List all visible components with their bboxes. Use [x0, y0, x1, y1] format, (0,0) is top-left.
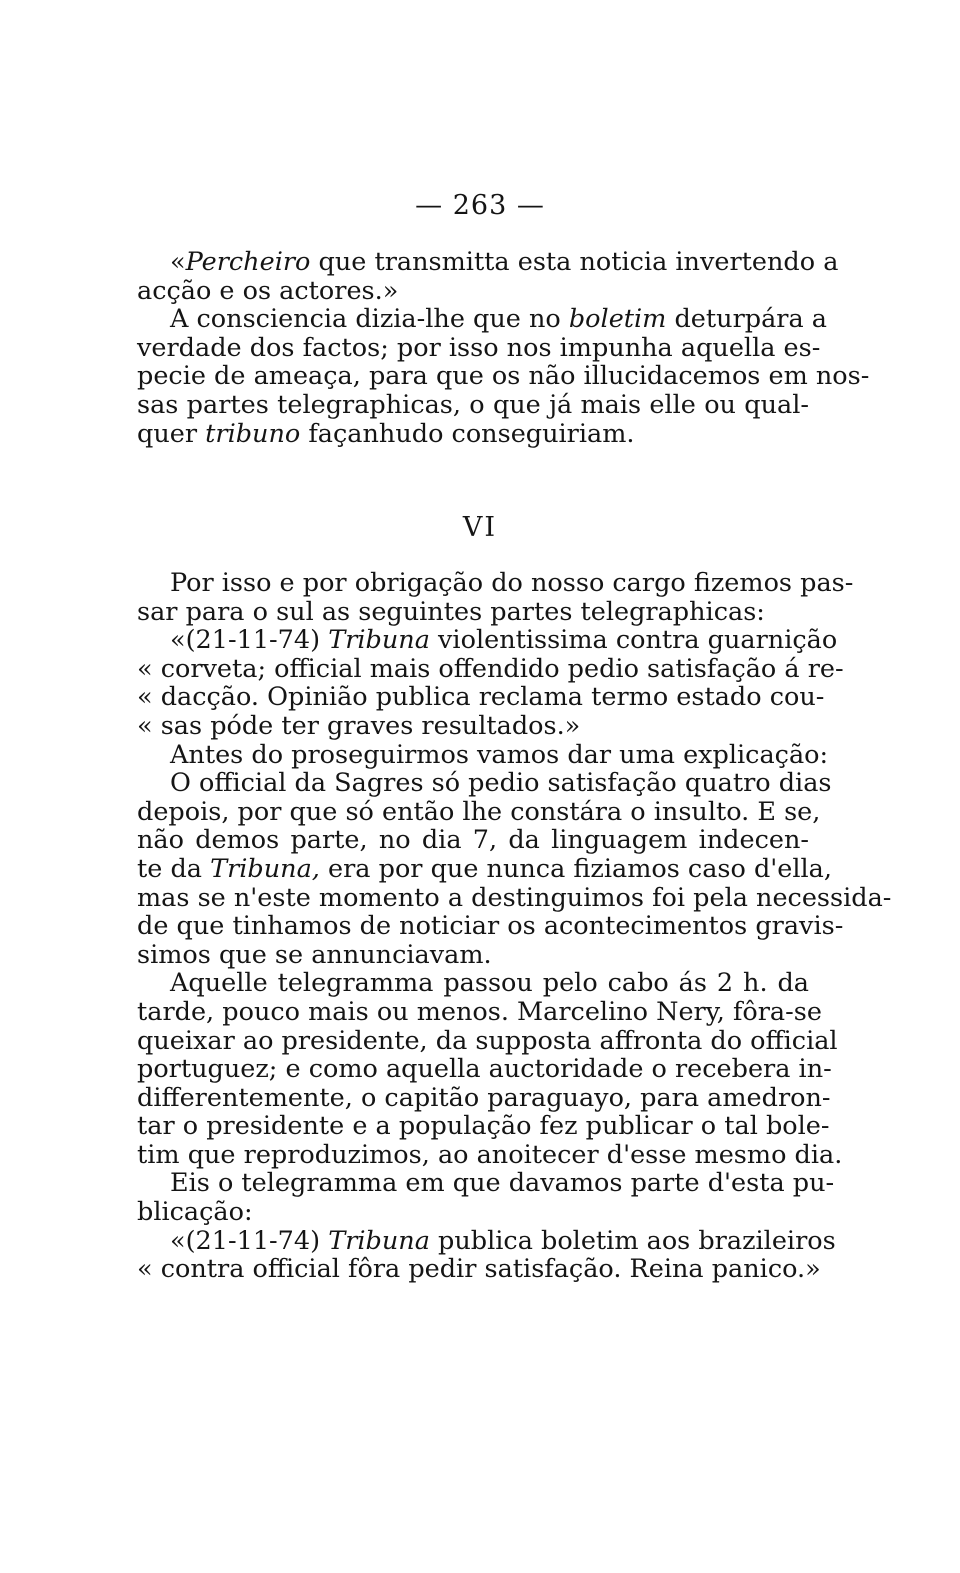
text-line: Eis o telegramma em que davamos parte d'esta pu- [170, 1168, 835, 1199]
page-number: — 263 — [415, 190, 545, 221]
text-run: te da [137, 853, 211, 884]
text-run: que transmitta esta noticia invertendo a [310, 247, 839, 277]
text-line: Antes do proseguirmos vamos dar uma explicação: [170, 739, 829, 770]
text-line [137, 247, 839, 277]
text-line: mas se n'este momento a destinguimos foi pela necessida- [137, 882, 892, 913]
italic-text: tribuno [205, 418, 301, 449]
text-line: sas partes telegraphicas, o que já mais elle ou qual- [137, 389, 809, 420]
section-heading: VI [462, 512, 498, 543]
italic-text: Tribuna, [210, 853, 320, 884]
text-line: queixar ao presidente, da supposta affronta do official [137, 1025, 838, 1056]
text-line: de que tinhamos de noticiar os acontecimentos gravis- [137, 911, 844, 942]
text-line [137, 853, 832, 884]
text-line: tar o presidente e a população fez publicar o tal bole- [137, 1111, 830, 1142]
text-line: « corveta; official mais offendido pedio satisfação á re- [137, 653, 844, 684]
text-line: « contra official fôra pedir satisfação. Reina panico.» [137, 1254, 821, 1285]
paragraph-block-1 [137, 247, 870, 449]
text-run: «(21-11-74) [170, 1225, 329, 1256]
text-line: acção e os actores.» [137, 275, 399, 306]
text-line: « sas póde ter graves resultados.» [137, 710, 581, 741]
text-run: façanhudo conseguiriam. [300, 418, 635, 449]
italic-text: Tribuna [328, 1225, 430, 1256]
paragraph-block-2 [137, 568, 892, 1285]
text-line: sar para o sul as seguintes partes telegraphicas: [137, 596, 765, 627]
text-line: O official da Sagres só pedio satisfação quatro dias [170, 768, 832, 799]
text-line: verdade dos factos; por isso nos impunha aquella es- [137, 332, 821, 363]
text-line: Por isso e por obrigação do nosso cargo fizemos pas- [170, 568, 854, 598]
text-line: Aquelle telegramma passou pelo cabo ás 2 h. da [170, 968, 809, 999]
text-line: tarde, pouco mais ou menos. Marcelino Nery, fôra-se [137, 996, 822, 1027]
text-line: simos que se annunciavam. [137, 939, 492, 970]
text-line [137, 420, 809, 449]
italic-text: Tribuna [328, 625, 430, 656]
text-run: «(21-11-74) [170, 625, 329, 656]
text-line [137, 1225, 836, 1256]
text-line [137, 625, 838, 656]
italic-text: boletim [568, 304, 667, 335]
text-run: violentissima contra guarnição [429, 625, 838, 656]
text-line: differentemente, o capitão paraguayo, para amedron- [137, 1082, 831, 1113]
italic-text: Percheiro [185, 247, 311, 277]
text-line [137, 304, 827, 335]
text-line: não demos parte, no dia 7, da linguagem indecen- [137, 825, 809, 856]
text-run: deturpára a [666, 304, 827, 335]
text-line: pecie de ameaça, para que os não illucidacemos em nos- [137, 361, 870, 392]
text-run: « [170, 247, 186, 277]
text-line: blicação: [137, 1197, 253, 1228]
text-run: quer [137, 418, 206, 449]
text-line: tim que reproduzimos, ao anoitecer d'esse mesmo dia. [137, 1139, 843, 1170]
text-line: depois, por que só então lhe constára o insulto. E se, [137, 796, 821, 827]
text-run: A consciencia dizia-lhe que no [170, 304, 569, 335]
text-run: publica boletim aos brazileiros [429, 1225, 836, 1256]
text-line: portuguez; e como aquella auctoridade o recebera in- [137, 1054, 832, 1085]
text-run: era por que nunca fiziamos caso d'ella, [319, 853, 832, 884]
text-line: « dacção. Opinião publica reclama termo estado cou- [137, 682, 825, 713]
